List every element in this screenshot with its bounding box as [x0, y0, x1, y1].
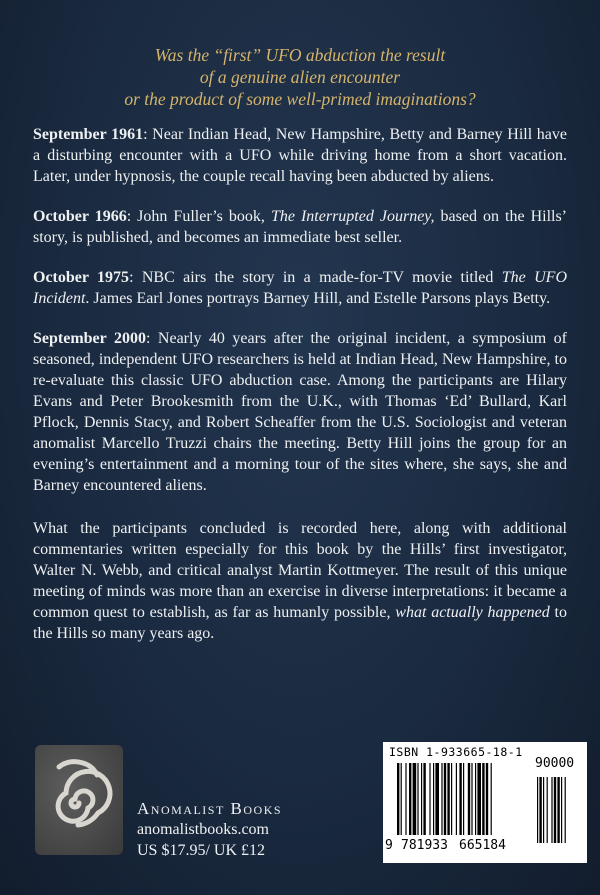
paragraph-text: : John Fuller’s book, [126, 208, 271, 225]
barcode-addon-bar [543, 777, 544, 843]
isbn-label: ISBN 1-933665-18-1 [389, 745, 523, 759]
paragraph-text: : NBC airs the story in a made-for-TV movie titled [129, 269, 502, 286]
date-heading: September 1961 [33, 126, 144, 143]
publisher-website: anomalistbooks.com [137, 821, 269, 838]
barcode-bar [486, 763, 488, 835]
date-heading: October 1975 [33, 269, 130, 286]
barcode-digit-first: 9 [385, 838, 393, 853]
barcode-bar [471, 763, 472, 835]
paragraph-1961 [33, 124, 567, 187]
spiral-icon [35, 745, 123, 855]
barcode-addon-bar [557, 777, 559, 843]
tagline-line: of a genuine alien encounter [199, 67, 401, 87]
barcode-addon-digits: 90000 [535, 756, 575, 771]
paragraph-text: : Near Indian Head, New Hampshire, Betty and Barney Hill have a disturbing encounter with a UFO while driving home from a short vacation. Later, under hypnosis, the couple recall having been abducted by aliens. [33, 126, 568, 185]
barcode-bar [475, 763, 476, 835]
emphasis-text: what actually happened [395, 604, 550, 621]
tagline-line: or the product of some well-primed imaginations? [124, 89, 476, 109]
barcode-digits-right: 665184 [459, 838, 506, 853]
barcode-bar [409, 763, 411, 835]
paragraph-text: based on the Hills’ story, is published, and becomes an immediate best seller. [33, 208, 568, 246]
barcode-bar [413, 763, 417, 835]
barcode-bar [459, 763, 461, 835]
barcode-bar [456, 763, 457, 835]
paragraph-text: : Nearly 40 years after the original incident, a symposium of seasoned, independent UFO researchers is held at Indian Head, New Hampshire, to re-evaluate this classic UFO abduction case. Among the participants are Hilary Evans and Peter Brookesmith from the U.K., with Thomas ‘Ed’ Bullard, Karl Pflock, Dennis Stacy, and Robert Scheaffer from the U.S. Sociologist and veteran anomalist Marcello Truzzi chairs the meeting. Betty Hill joins the group for an evening’s entertainment and a morning tour of the sites where, she says, she and Barney encountered aliens. [33, 330, 568, 494]
barcode-bar [397, 763, 399, 835]
movie-title: The UFO Incident [33, 269, 568, 307]
barcode-addon-bar [561, 777, 562, 843]
barcode-bar [444, 763, 446, 835]
barcode-addon-bar [537, 777, 538, 843]
paragraph-text: What the participants concluded is recorded here, along with additional commentaries written especially for this book by the Hills’ first investigator, Walter N. Webb, and critical analyst Martin Kottmeyer. The result of this unique meeting of minds was more than an exercise in diverse interpretations: it became a common quest to establish, as far as humanly possible, [33, 520, 567, 621]
paragraph-2000 [33, 328, 567, 496]
paragraph-text: . James Earl Jones portrays Barney Hill, and Estelle Parsons plays Betty. [85, 290, 551, 307]
barcode-bar [435, 763, 439, 835]
barcode-bar [401, 763, 402, 835]
isbn-barcode-box [383, 742, 587, 863]
book-title: The Interrupted Journey, [270, 208, 435, 225]
barcode-bar [423, 763, 425, 835]
barcode-bar [433, 763, 434, 835]
publisher-info [137, 798, 282, 861]
barcode-bar [405, 763, 406, 835]
barcode-digits-left: 781933 [401, 838, 448, 853]
price: US $17.95/ UK £12 [137, 842, 266, 859]
paragraph-summary [33, 518, 567, 644]
barcode-bar [491, 763, 492, 835]
barcode-addon-bar [547, 777, 548, 843]
date-heading: September 2000 [33, 330, 146, 347]
barcode-bar [451, 763, 452, 835]
barcode-bar [447, 763, 449, 835]
barcode-bar [417, 763, 418, 835]
paragraph-text: to the Hills so many years ago. [33, 604, 567, 642]
tagline-line: Was the “first” UFO abduction the result [154, 45, 446, 65]
barcode-addon-bar [551, 777, 552, 843]
barcode-addon-bar [539, 777, 541, 843]
barcode-bar [429, 763, 430, 835]
back-cover-copy [33, 124, 567, 663]
barcode-bar [477, 763, 481, 835]
barcode-bar [468, 763, 470, 835]
barcode-bar [482, 763, 484, 835]
date-heading: October 1966 [33, 208, 127, 225]
paragraph-1966 [33, 206, 567, 248]
barcode-bar [463, 763, 464, 835]
barcode-addon-bar [554, 777, 556, 843]
barcode-bar [421, 763, 422, 835]
tagline [0, 44, 600, 110]
publisher-spiral-logo [35, 745, 123, 855]
barcode-bars [387, 759, 583, 847]
barcode-bar [441, 763, 442, 835]
publisher-name: Anomalist Books [137, 799, 283, 818]
barcode-addon-bar [565, 777, 566, 843]
paragraph-1975 [33, 267, 567, 309]
